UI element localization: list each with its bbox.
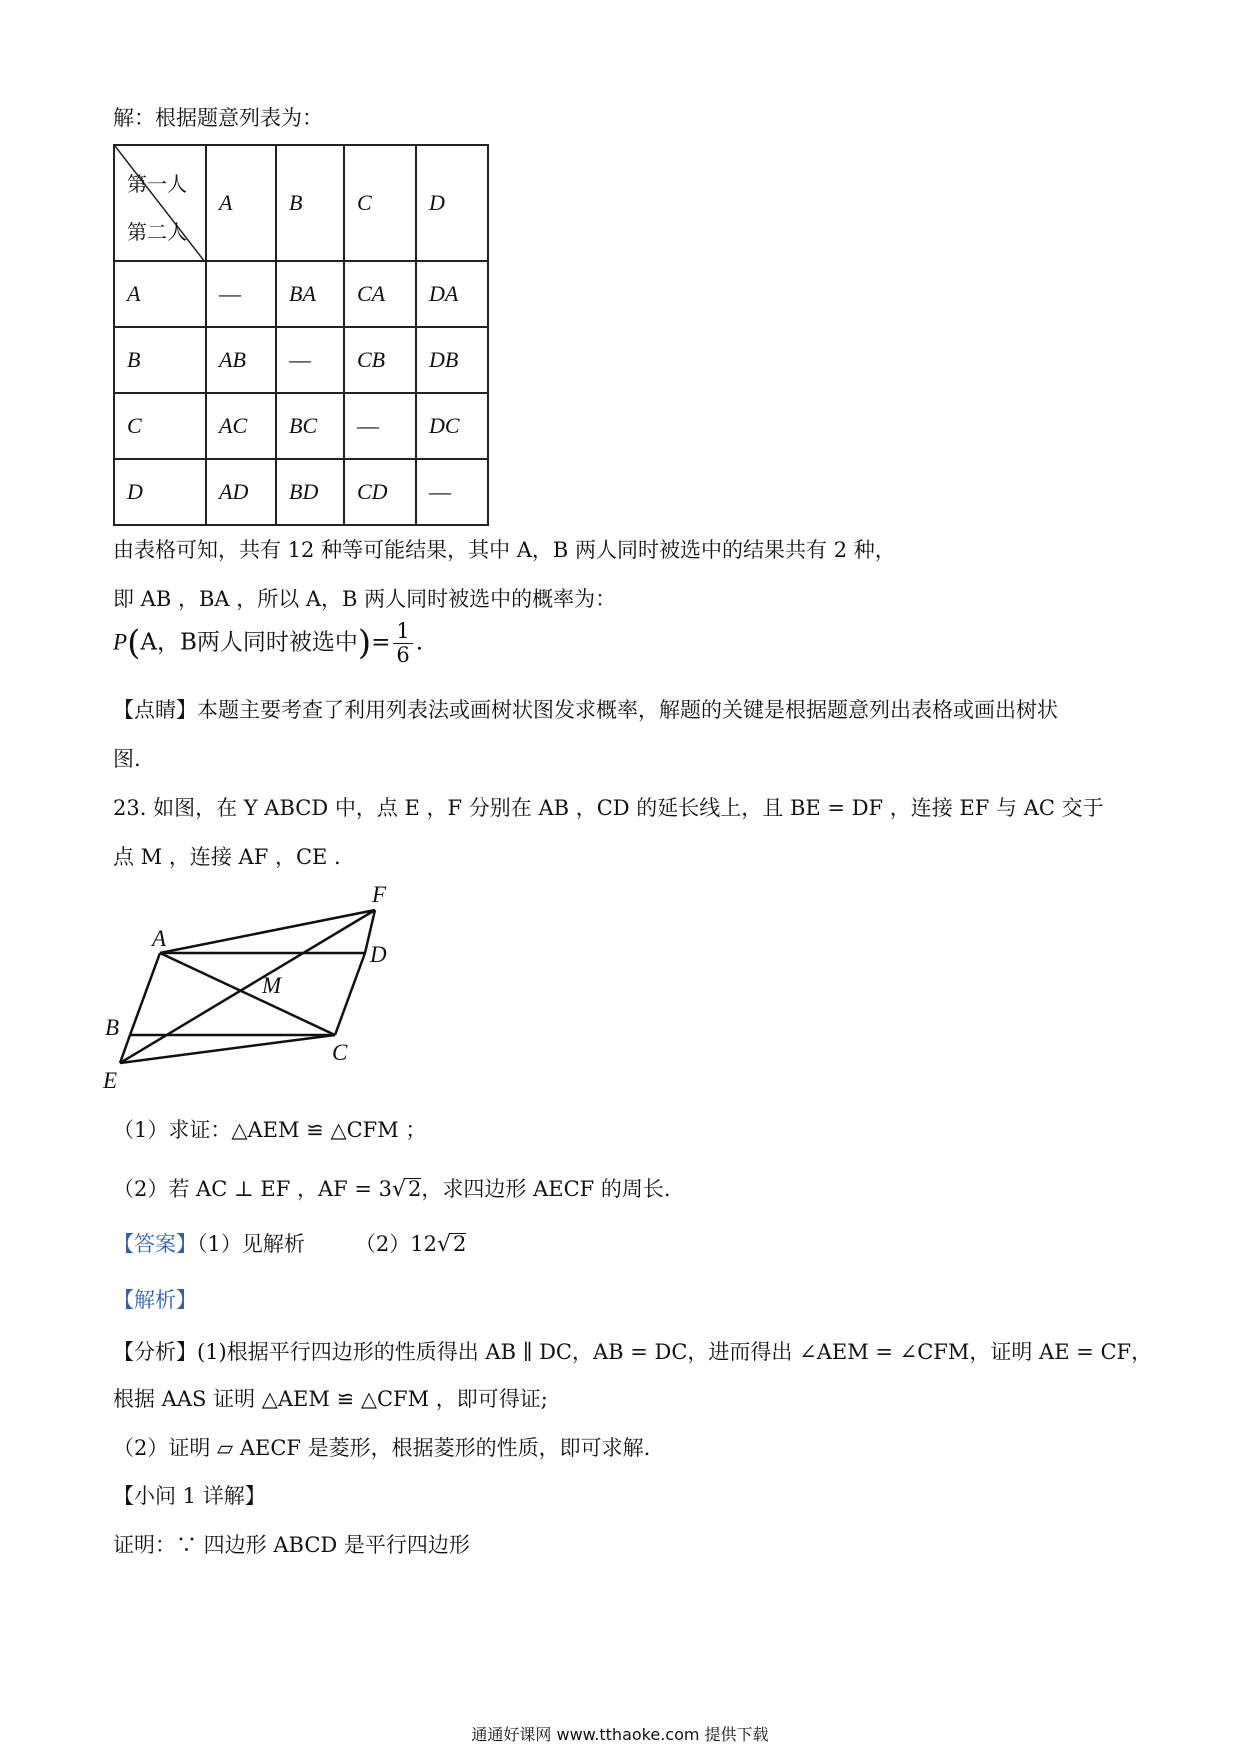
column-header: A [206, 145, 276, 261]
question-23-line-1: 23. 如图，在 Y ABCD 中，点 E ，F 分别在 AB ，CD 的延长线上，且 BE = DF ，连接 EF 与 AC 交于 [113, 796, 1104, 820]
row-header: C [114, 393, 206, 459]
prob-fraction [393, 620, 412, 667]
probability-formula [113, 620, 423, 667]
answer-tag: 【答案】 [113, 1232, 197, 1256]
label-E: E [103, 1068, 118, 1093]
table-cell: CD [344, 459, 416, 525]
result-count-line: 由表格可知，共有 12 种等可能结果，其中 A，B 两人同时被选中的结果共有 2 种， [113, 538, 896, 562]
answer-part-2: （2）12 [354, 1232, 437, 1256]
page-footer: 通通好课网 www.tthaoke.com 提供下载 [471, 1725, 769, 1744]
parallelogram-figure [100, 880, 400, 1100]
prob-period: . [415, 629, 424, 656]
solution-intro: 解：根据题意列表为： [113, 106, 323, 130]
table-cell: BC [276, 393, 344, 459]
row-header: D [114, 459, 206, 525]
row-header: A [114, 261, 206, 327]
table-row [114, 261, 488, 327]
label-C: C [332, 1040, 348, 1065]
table-cell: BD [276, 459, 344, 525]
column-header: C [344, 145, 416, 261]
sub2-suffix: ，求四边形 AECF 的周长. [421, 1177, 671, 1201]
table-row [114, 393, 488, 459]
prob-equals: = [371, 629, 391, 656]
prob-event: A，B两人同时被选中 [140, 629, 358, 656]
column-header: D [416, 145, 488, 261]
table-cell: — [416, 459, 488, 525]
detail-tag: 【小问 1 详解】 [113, 1484, 266, 1508]
paren-close: ) [357, 623, 372, 664]
comment-line-2: 图. [113, 747, 141, 771]
table-cell: CA [344, 261, 416, 327]
table-row [114, 327, 488, 393]
label-A: A [152, 926, 167, 951]
table-cell: — [206, 261, 276, 327]
table-cell: DA [416, 261, 488, 327]
label-D: D [370, 942, 387, 967]
table-cell: AD [206, 459, 276, 525]
sub-question-1: （1）求证：△AEM ≌ △CFM ； [113, 1118, 427, 1142]
table-cell: CB [344, 327, 416, 393]
answer-part-1: （1）见解析 [197, 1232, 305, 1256]
sub2-radicand: 2 [408, 1177, 422, 1201]
question-23-line-2: 点 M ，连接 AF ，CE . [113, 845, 341, 869]
segment-DC [335, 953, 365, 1035]
analysis-tag: 【解析】 [113, 1288, 197, 1312]
prob-symbol: P [113, 629, 128, 655]
analysis-line-1: 【分析】(1)根据平行四边形的性质得出 AB ∥ DC，AB = DC，进而得出 ∠AEM = ∠CFM，证明 AE = CF， [113, 1340, 1153, 1364]
table-cell: DB [416, 327, 488, 393]
proof-line: 证明：∵ 四边形 ABCD 是平行四边形 [113, 1533, 470, 1557]
table-cell: AB [206, 327, 276, 393]
label-B: B [105, 1015, 120, 1040]
comment-line-1: 【点睛】本题主要考查了利用列表法或画树状图发求概率，解题的关键是根据题意列出表格或画出树状 [113, 698, 1058, 722]
table-corner-header [114, 145, 206, 261]
segment-AB [130, 953, 160, 1035]
column-header: B [276, 145, 344, 261]
fraction-denominator: 6 [396, 643, 410, 668]
paren-open: ( [127, 623, 141, 664]
segment-AF [160, 910, 375, 953]
answer-radicand: 2 [453, 1232, 467, 1256]
table-row [114, 459, 488, 525]
table-cell: DC [416, 393, 488, 459]
table-cell: AC [206, 393, 276, 459]
fraction-numerator: 1 [393, 620, 412, 644]
table-cell: — [276, 327, 344, 393]
sub2-prefix: （2）若 AC ⊥ EF ，AF = 3 [113, 1177, 392, 1201]
answer-line: 【答案】（1）见解析 （2）12√2 [113, 1232, 467, 1257]
sub-question-2: （2）若 AC ⊥ EF ，AF = 3√2，求四边形 AECF 的周长. [113, 1177, 671, 1202]
table-cell: — [344, 393, 416, 459]
segment-EC [120, 1035, 335, 1063]
analysis-line-2: 根据 AAS 证明 △AEM ≌ △CFM ，即可得证; [113, 1387, 548, 1411]
label-M: M [262, 973, 282, 998]
row-header: B [114, 327, 206, 393]
header-second-person: 第二人 [127, 220, 187, 244]
label-F: F [372, 882, 387, 907]
table-cell: BA [276, 261, 344, 327]
header-first-person: 第一人 [127, 172, 187, 196]
result-pair-line: 即 AB ，BA ，所以 A，B 两人同时被选中的概率为： [113, 587, 617, 611]
outcome-table [113, 144, 489, 526]
analysis-line-3: （2）证明 ▱ AECF 是菱形，根据菱形的性质，即可求解. [113, 1436, 651, 1460]
